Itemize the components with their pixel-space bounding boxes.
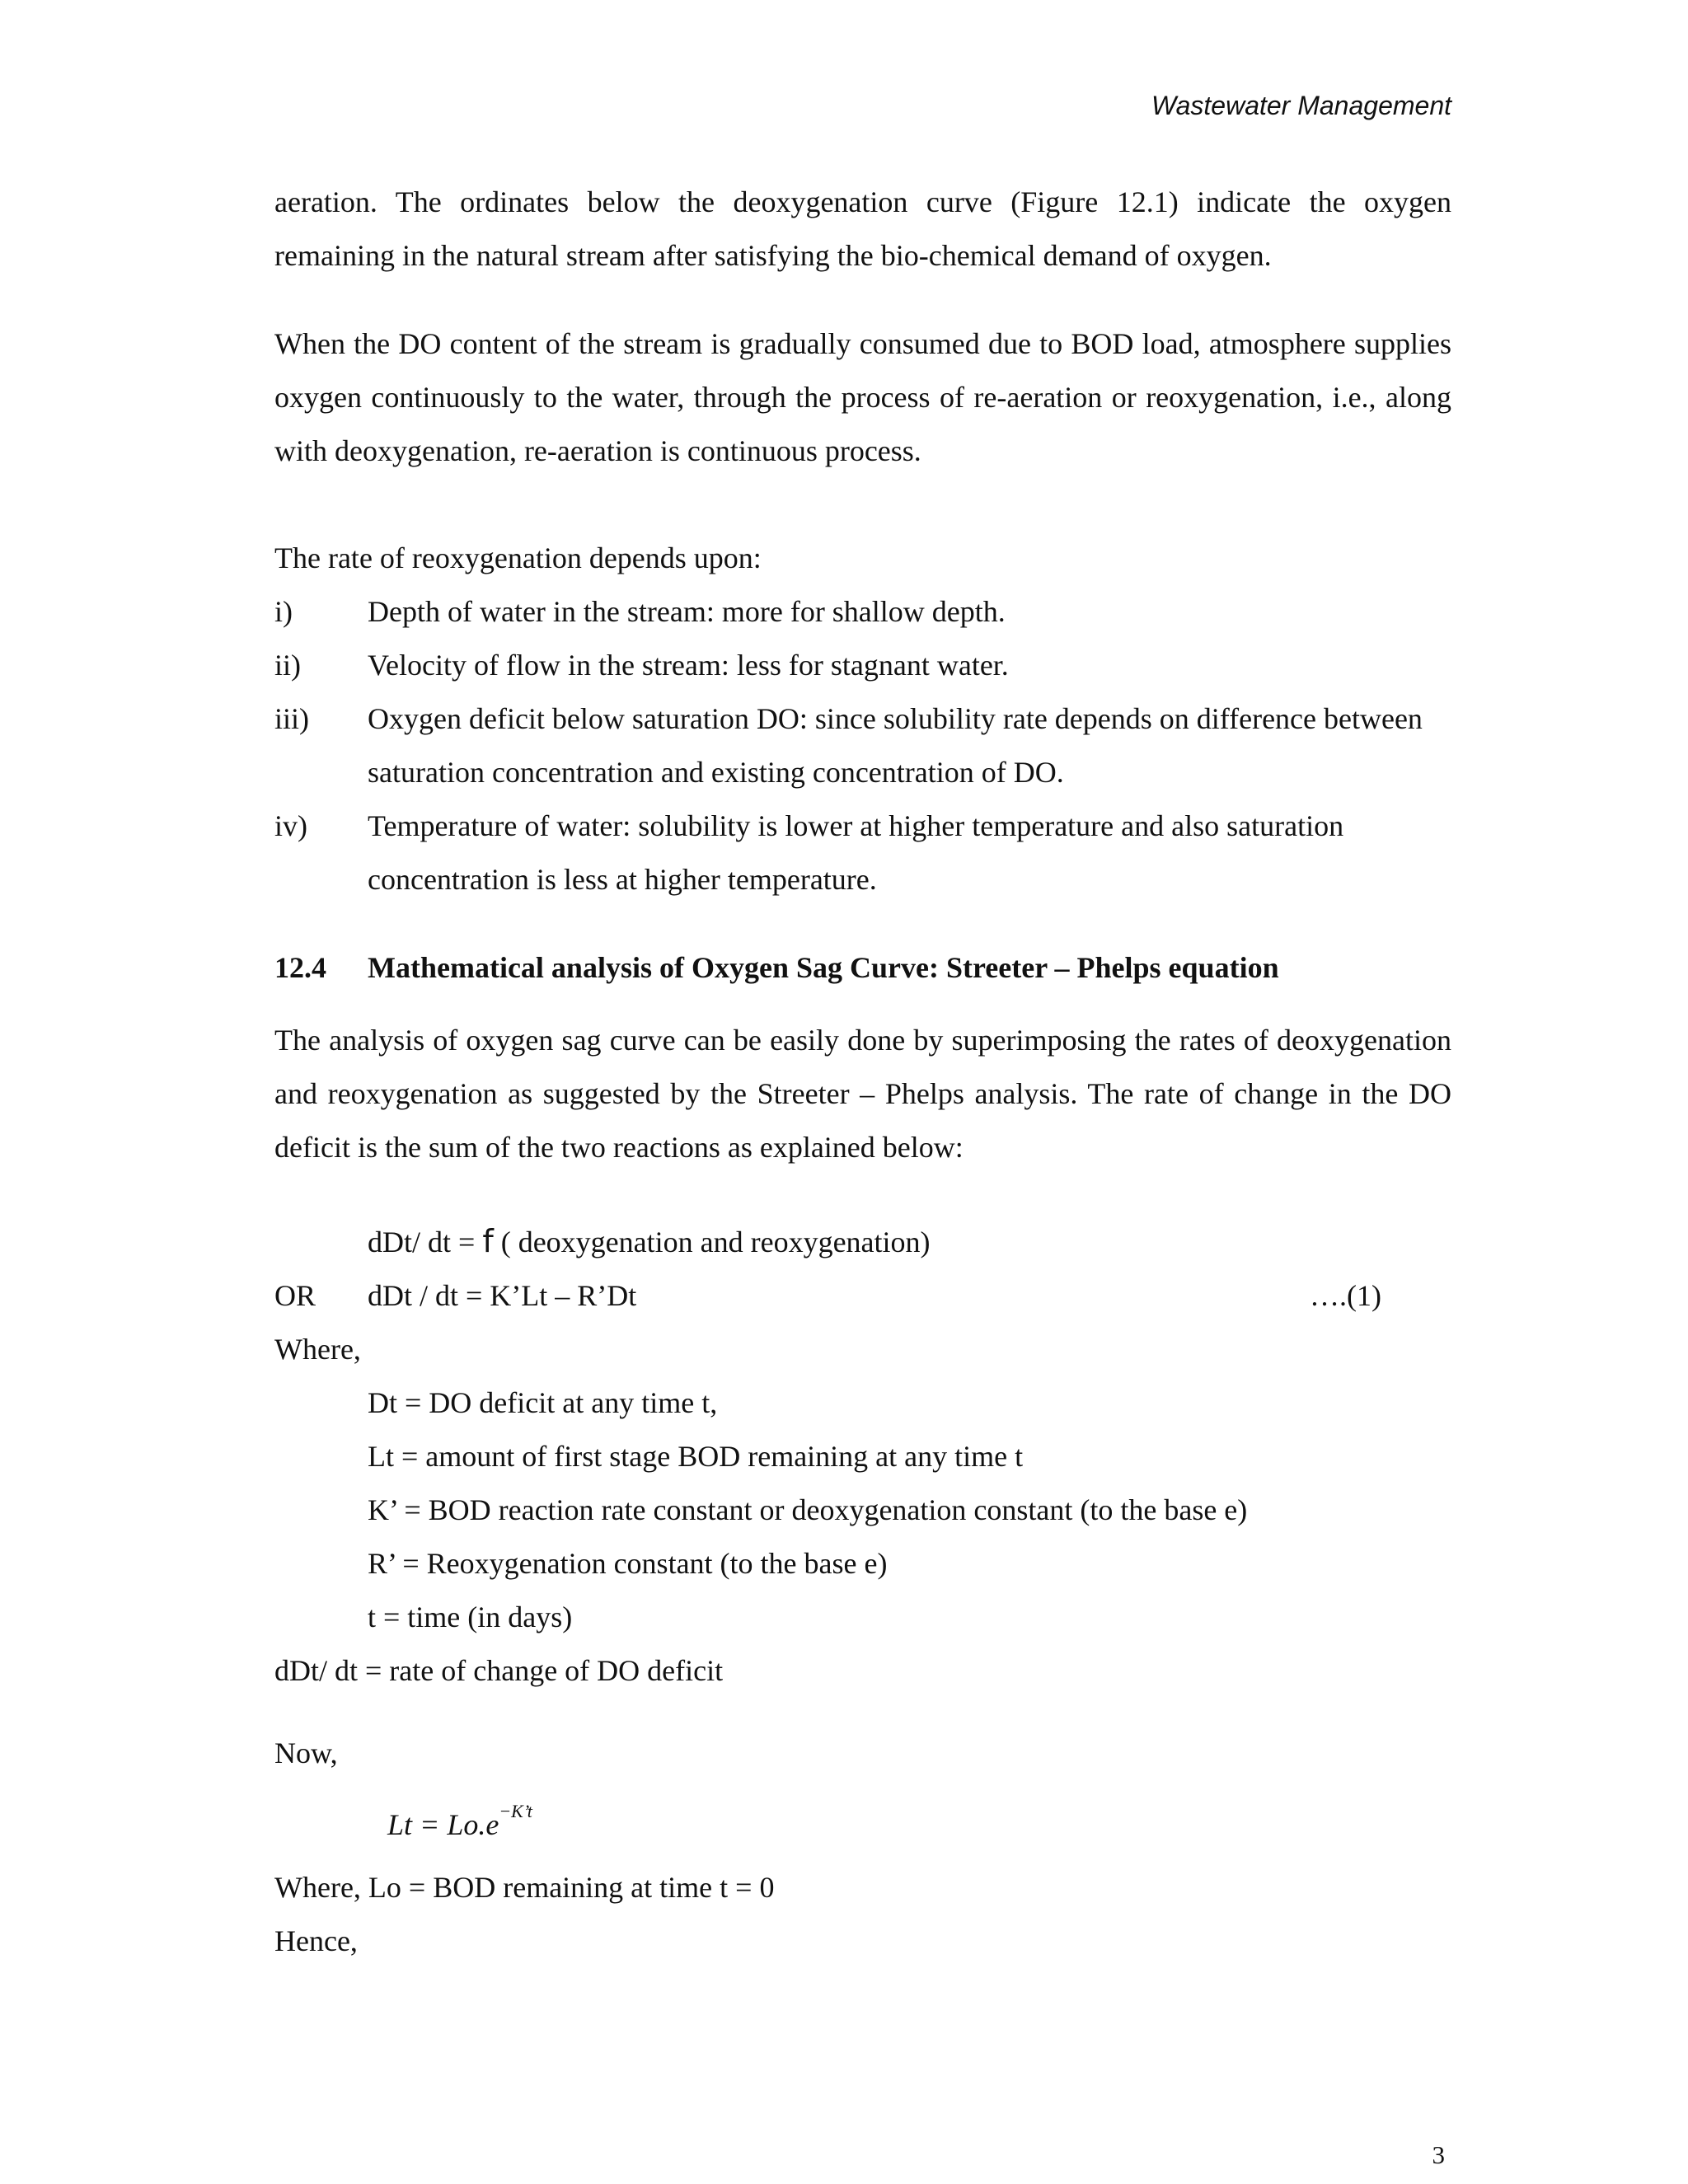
paragraph-aeration: aeration. The ordinates below the deoxygenation curve (Figure 12.1) indicate the oxygen remaining in the natural stream after satisfying the bio-chemical demand of oxygen. [274,185,1451,272]
list-text: Velocity of flow in the stream: less for stagnant water. [368,649,1009,682]
list-number: iv) [274,809,307,842]
rate-intro: The rate of reoxygenation depends upon: [274,541,762,574]
equation-general [274,1215,1451,1269]
equations-block [274,1215,1451,1698]
definition-item: R’ = Reoxygenation constant (to the base e) [368,1547,888,1580]
equation-1-row [274,1269,1451,1323]
or-label: OR [274,1279,316,1312]
equation-lhs: dDt/ dt = [368,1226,483,1258]
list-number: iii) [274,702,309,735]
definition-item: t = time (in days) [368,1601,573,1633]
hence-label: Hence, [274,1924,358,1957]
section-number: 12.4 [274,951,326,984]
list-number: i) [274,595,293,628]
page-number: 3 [1432,2140,1445,2169]
list-item [274,639,1451,692]
rate-factors-section [274,532,1451,907]
definition-item: Dt = DO deficit at any time t, [368,1386,718,1419]
equation-tag: ….(1) [1310,1279,1381,1312]
rate-definition: dDt/ dt = rate of change of DO deficit [274,1654,724,1687]
definition-item: K’ = BOD reaction rate constant or deoxygenation constant (to the base e) [368,1493,1248,1526]
list-text: Temperature of water: solubility is lower at higher temperature and also saturation concentration is less at higher temperature. [368,809,1344,896]
lt-equation [387,1791,882,1852]
function-symbol: f [482,1223,494,1259]
list-text: Oxygen deficit below saturation DO: since solubility rate depends on difference between saturation concentration and existing concentration of DO. [368,702,1423,789]
section-intro-paragraph: The analysis of oxygen sag curve can be easily done by superimposing the rates of deoxygenation and reoxygenation as suggested by the Streeter – Phelps analysis. The rate of change in the DO deficit is the sum of the two reactions as explained below: [274,1024,1451,1164]
lt-equation-exponent: −K’t [499,1801,532,1821]
paragraph-reaeration: When the DO content of the stream is gradually consumed due to BOD load, atmosphere supplies oxygen continuously to the water, through the process of re-aeration or reoxygenation, i.e., along with deoxygenation, re-aeration is continuous process. [274,327,1451,467]
list-item [274,799,1451,907]
lo-definition: Where, Lo = BOD remaining at time t = 0 [274,1871,775,1904]
where-label: Where, [274,1333,361,1366]
now-label: Now, [274,1736,338,1769]
list-item [274,692,1451,799]
definition-item: Lt = amount of first stage BOD remaining at any time t [368,1440,1024,1473]
section-heading [274,941,1451,995]
equation-1: dDt / dt = K’Lt – R’Dt [368,1279,637,1312]
section-title: Mathematical analysis of Oxygen Sag Curve: Streeter – Phelps equation [368,951,1279,984]
lt-equation-base: Lt = Lo.e [387,1808,499,1841]
running-header: Wastewater Management [1151,91,1451,120]
equation-rhs: ( deoxygenation and reoxygenation) [493,1226,931,1258]
list-number: ii) [274,649,301,682]
list-text: Depth of water in the stream: more for shallow depth. [368,595,1006,628]
list-item [274,585,1451,639]
